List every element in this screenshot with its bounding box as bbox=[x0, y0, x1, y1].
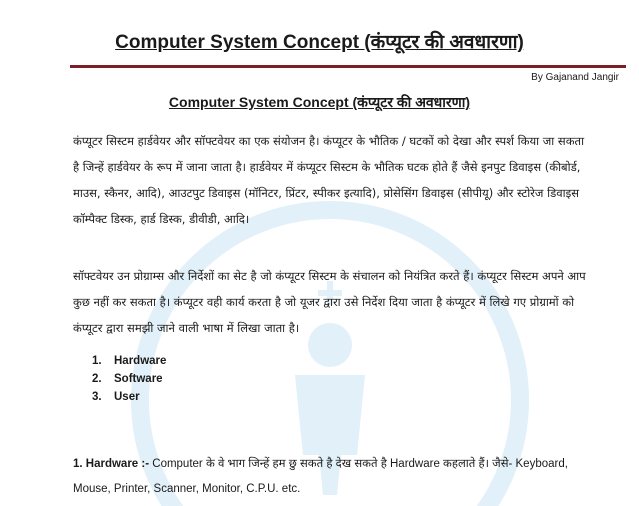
list-item: 2. Software bbox=[92, 373, 163, 385]
author-credit: By Gajanand Jangir bbox=[531, 72, 619, 83]
component-list bbox=[92, 352, 166, 406]
paragraph-hardware-intro: कंप्यूटर सिस्टम हार्डवेयर और सॉफ्टवेयर का एक संयोजन है। कंप्यूटर के भौतिक / घटकों को देखा और स्पर्श किया जा सकता है जिन्हें हार्डवेयर के रूप में जाना जाता है। हार्डवेयर में कंप्यूटर सिस्टम के भौतिक घटक होते हैं जैसे इनपुट डिवाइस (कीबोर्ड, माउस, स्कैनर, आदि), आउटपुट डिवाइस (मॉनिटर, प्रिंटर, स्पीकर इत्यादि), प्रोसेसिंग डिवाइस (सीपीयू) और स्टोरेज डिवाइस कॉम्पैक्ट डिस्क, हार्ड डिस्क, डीवीडी, आदि। bbox=[73, 134, 585, 226]
list-item: 3. User bbox=[92, 391, 140, 403]
document-title: Computer System Concept (कंप्यूटर की अवधारणा) bbox=[115, 32, 524, 53]
definition-text: Computer के वे भाग जिन्हें हम छु सकते है देख सकते है Hardware कहलाते हैं। जैसे- Keyboard, Mouse, Printer, Scanner, Monitor, C.P.U. etc. bbox=[73, 458, 568, 495]
hardware-definition bbox=[73, 452, 593, 502]
paragraph-software-intro: सॉफ्टवेयर उन प्रोग्राम्स और निर्देशों का सेट है जो कंप्यूटर सिस्टम के संचालन को नियंत्रित करते हैं। कंप्यूटर सिस्टम अपने आप कुछ नहीं कर सकता है। कंप्यूटर वही कार्य करता है जो यूजर द्वारा उसे निर्देश दिया जाता है कंप्यूटर में लिखे गए प्रोग्रामों को कंप्यूटर द्वारा समझी जाने वाली भाषा में लिखा जाता है। bbox=[73, 269, 586, 335]
definition-heading: 1. Hardware :- bbox=[73, 458, 150, 470]
title-divider bbox=[70, 65, 626, 68]
list-item: 1. Hardware bbox=[92, 355, 167, 367]
section-title: Computer System Concept (कंप्यूटर की अवधारणा) bbox=[168, 94, 471, 110]
